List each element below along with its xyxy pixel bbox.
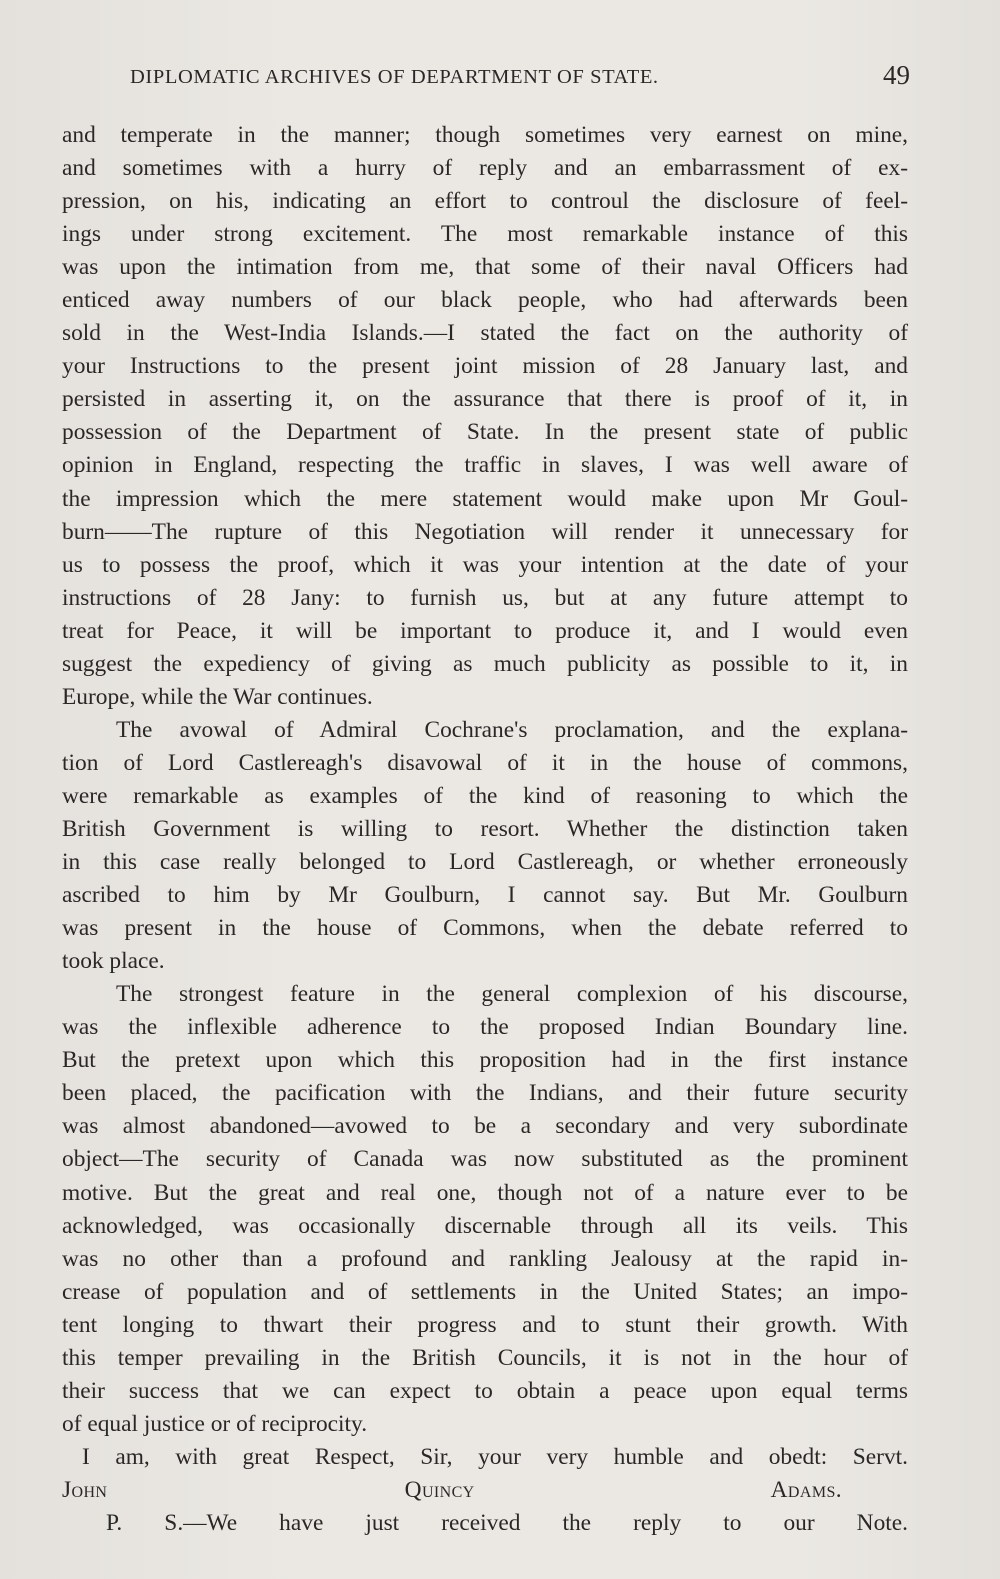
text-line: sold in the West-India Islands.—I stated the fact on the authority of bbox=[62, 320, 908, 347]
text-line: was the inflexible adherence to the proposed Indian Boundary line. bbox=[62, 1014, 908, 1041]
text-line: took place. bbox=[62, 948, 165, 975]
text-line: instructions of 28 Jany: to furnish us, but at any future attempt to bbox=[62, 584, 908, 611]
text-line: possession of the Department of State. In the present state of public bbox=[62, 419, 908, 446]
text-line: But the pretext upon which this proposition had in the first instance bbox=[62, 1047, 908, 1074]
text-line: opinion in England, respecting the traffic in slaves, I was well aware of bbox=[62, 452, 908, 479]
paragraph-2 bbox=[62, 714, 908, 978]
text-line: The strongest feature in the general complexion of his discourse, bbox=[116, 981, 908, 1008]
text-line: of equal justice or of reciprocity. bbox=[62, 1410, 368, 1437]
text-line: us to possess the proof, which it was your intention at the date of your bbox=[62, 551, 908, 578]
text-line: in this case really belonged to Lord Castlereagh, or whether erroneously bbox=[62, 849, 908, 876]
text-line: and temperate in the manner; though sometimes very earnest on mine, bbox=[62, 122, 908, 148]
running-head bbox=[130, 62, 910, 96]
text-line: Europe, while the War continues. bbox=[62, 683, 373, 710]
signature: John Quincy Adams. bbox=[62, 1476, 842, 1503]
text-line: tion of Lord Castlereagh's disavowal of it in the house of commons, bbox=[62, 749, 908, 776]
text-line: crease of population and of settlements in the United States; an impo- bbox=[62, 1278, 908, 1305]
text-line: ascribed to him by Mr Goulburn, I cannot say. But Mr. Goulburn bbox=[62, 882, 908, 909]
text-line: The avowal of Admiral Cochrane's proclamation, and the explana- bbox=[116, 716, 908, 743]
text-line: object—The security of Canada was now substituted as the prominent bbox=[62, 1146, 908, 1173]
letter-body bbox=[62, 119, 908, 1540]
text-line: acknowledged, was occasionally discernable through all its veils. This bbox=[62, 1212, 908, 1239]
text-line: enticed away numbers of our black people, who had afterwards been bbox=[62, 287, 908, 314]
text-line: was almost abandoned—avowed to be a secondary and very subordinate bbox=[62, 1113, 908, 1140]
text-line: tent longing to thwart their progress and to stunt their growth. With bbox=[62, 1311, 908, 1338]
text-line: treat for Peace, it will be important to produce it, and I would even bbox=[62, 617, 908, 644]
text-line: motive. But the great and real one, though not of a nature ever to be bbox=[62, 1179, 908, 1206]
text-line: British Government is willing to resort. Whether the distinction taken bbox=[62, 815, 908, 842]
text-line: persisted in asserting it, on the assurance that there is proof of it, in bbox=[62, 386, 908, 413]
text-line: the impression which the mere statement would make upon Mr Goul- bbox=[62, 485, 908, 512]
text-line: your Instructions to the present joint mission of 28 January last, and bbox=[62, 353, 908, 380]
text-line: burn——The rupture of this Negotiation will render it unnecessary for bbox=[62, 518, 908, 545]
text-line: were remarkable as examples of the kind of reasoning to which the bbox=[62, 782, 908, 809]
postscript: P. S.—We have just received the reply to our Note. bbox=[106, 1509, 908, 1536]
paragraph-1 bbox=[62, 119, 908, 714]
text-line: ings under strong excitement. The most remarkable instance of this bbox=[62, 221, 908, 248]
text-line: been placed, the pacification with the Indians, and their future security bbox=[62, 1080, 908, 1107]
text-line: pression, on his, indicating an effort to controul the disclosure of feel- bbox=[62, 188, 908, 215]
text-line: and sometimes with a hurry of reply and an embarrassment of ex- bbox=[62, 155, 908, 182]
running-title: DIPLOMATIC ARCHIVES OF DEPARTMENT OF STATE. bbox=[130, 66, 659, 88]
text-line: was no other than a profound and rankling Jealousy at the rapid in- bbox=[62, 1245, 908, 1272]
text-line: suggest the expediency of giving as much publicity as possible to it, in bbox=[62, 650, 908, 677]
paragraph-3 bbox=[62, 978, 908, 1441]
page-number: 49 bbox=[883, 60, 910, 90]
text-line: their success that we can expect to obtain a peace upon equal terms bbox=[62, 1377, 908, 1404]
closing-line: I am, with great Respect, Sir, your very humble and obedt: Servt. bbox=[82, 1443, 908, 1470]
text-line: was upon the intimation from me, that some of their naval Officers had bbox=[62, 254, 908, 281]
text-line: was present in the house of Commons, when the debate referred to bbox=[62, 915, 908, 942]
text-line: this temper prevailing in the British Councils, it is not in the hour of bbox=[62, 1344, 908, 1371]
